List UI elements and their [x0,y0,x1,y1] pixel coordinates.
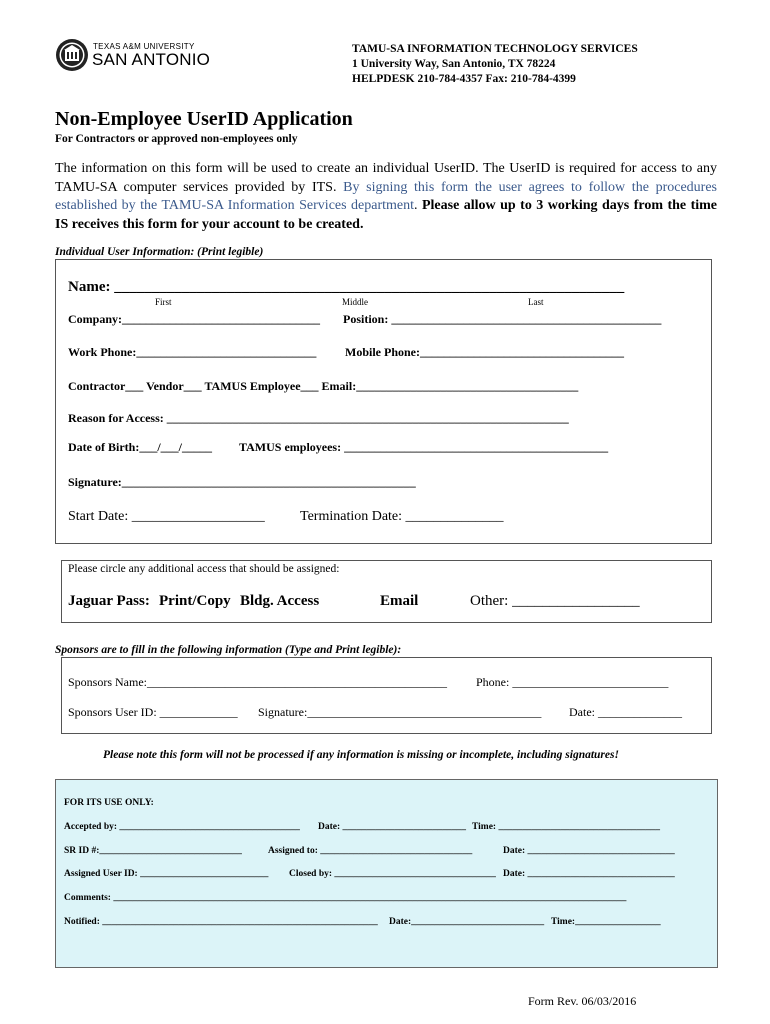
position-field[interactable]: Position: _____________________________________________ [343,312,662,326]
logo-campus-line: SAN ANTONIO [92,50,211,69]
header-helpdesk: HELPDESK 210-784-4357 Fax: 210-784-4399 [352,73,576,85]
accepted-by-field[interactable]: Accepted by: ______________________________________ [64,822,300,832]
intro-paragraph [55,160,717,234]
closed-by-field[interactable]: Closed by: __________________________________ [289,869,496,879]
intro-processing-note: Please allow up to 3 working days from the time IS receives this form for your account to be created. [55,198,718,232]
sponsor-name-field[interactable]: Sponsors Name:__________________________________________________ [68,675,447,689]
start-date-field[interactable]: Start Date: ___________________ [68,509,265,524]
sponsor-heading: Sponsors are to fill in the following information (Type and Print legible): [55,644,402,656]
access-bldg-access[interactable]: Bldg. Access [240,593,320,609]
sr-id-field[interactable]: SR ID #:______________________________ [64,846,242,856]
mobile-phone-field[interactable]: Mobile Phone:__________________________________ [345,345,624,359]
intro-text-3: . [414,198,422,213]
name-last-caption: Last [528,297,544,307]
signature-field[interactable]: Signature:_________________________________________________ [68,475,416,489]
work-phone-field[interactable]: Work Phone:______________________________ [68,345,317,359]
its-date-field-4[interactable]: Date:____________________________ [389,917,545,927]
access-email[interactable]: Email [380,593,419,609]
intro-text-1: The information on this form will be used to create an individual UserID. The UserID is required for access to any TAMU-SA computer services provided by ITS. [55,161,717,195]
its-date-field-3[interactable]: Date: _______________________________ [503,869,675,879]
logo-university-line: TEXAS A&M UNIVERSITY [93,42,195,51]
access-jaguar-pass[interactable]: Jaguar Pass: [68,593,150,609]
user-info-heading: Individual User Information: (Print legible) [55,246,264,258]
form-revision: Form Rev. 06/03/2016 [528,994,637,1008]
its-date-field-2[interactable]: Date: _______________________________ [503,846,675,856]
form-subtitle: For Contractors or approved non-employees only [55,133,298,145]
access-other-field[interactable]: Other: _________________ [470,593,640,609]
sponsor-box [61,657,712,734]
sponsor-userid-field[interactable]: Sponsors User ID: _____________ [68,705,238,719]
reason-for-access-field[interactable]: Reason for Access: ___________________________________________________________________ [68,411,569,425]
date-of-birth-field[interactable]: Date of Birth:___/___/_____ [68,440,212,454]
sponsor-signature-field[interactable]: Signature:_______________________________________ [258,705,542,719]
its-time-field-2[interactable]: Time:__________________ [551,917,661,927]
processing-notice: Please note this form will not be processed if any information is missing or incomplete, including signatures! [103,749,619,761]
header-department: TAMU-SA INFORMATION TECHNOLOGY SERVICES [352,43,638,55]
assigned-to-field[interactable]: Assigned to: ________________________________ [268,846,473,856]
name-first-caption: First [155,297,172,307]
company-field[interactable]: Company:_________________________________ [68,312,321,326]
termination-date-field[interactable]: Termination Date: ______________ [300,509,504,524]
its-time-field-1[interactable]: Time: __________________________________ [472,822,660,832]
intro-agreement-text: By signing this form the user agrees to follow the procedures established by the TAMU-SA Information Services department [55,179,717,213]
form-title: Non-Employee UserID Application [55,108,353,130]
header-address: 1 University Way, San Antonio, TX 78224 [352,58,556,70]
user-type-email-row[interactable]: Contractor___ Vendor___ TAMUS Employee___ Email:_____________________________________ [68,379,579,393]
name-middle-caption: Middle [342,297,368,307]
user-info-box [55,259,712,544]
access-print-copy[interactable]: Print/Copy [159,593,231,609]
university-seal-icon [55,38,89,72]
comments-row [64,893,684,903]
sponsor-date-field[interactable]: Date: ______________ [569,705,682,719]
sponsor-phone-field[interactable]: Phone: __________________________ [476,675,669,689]
access-prompt: Please circle any additional access that should be assigned: [68,563,340,575]
its-use-heading: FOR ITS USE ONLY: [64,798,154,808]
tamus-employees-field[interactable]: TAMUS employees: ____________________________________________ [239,440,609,454]
name-field[interactable]: Name: ____________________________________________________________________ [68,279,625,295]
assigned-user-id-field[interactable]: Assigned User ID: ___________________________ [64,869,269,879]
notified-field[interactable]: Notified: __________________________________________________________ [64,917,378,927]
comments-field[interactable]: Comments: ____________________________________________________________________________________________________________ [64,893,627,903]
its-date-field-1[interactable]: Date: __________________________ [318,822,467,832]
